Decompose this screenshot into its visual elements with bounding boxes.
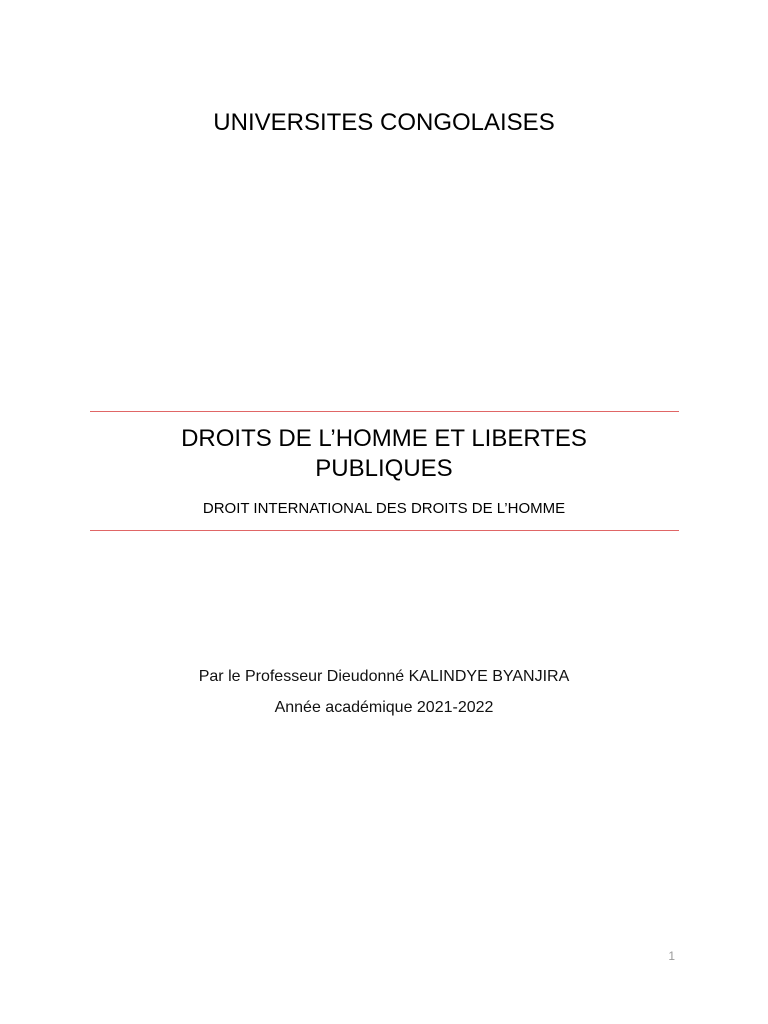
top-divider [90, 411, 679, 412]
document-subtitle: DROIT INTERNATIONAL DES DROITS DE L’HOMME [202, 500, 566, 517]
bottom-divider [90, 530, 679, 531]
document-title: DROITS DE L’HOMME ET LIBERTES PUBLIQUES [181, 425, 587, 482]
academic-year: Année académique 2021-2022 [274, 699, 494, 716]
page-number: 1 [668, 949, 675, 963]
institution-heading: UNIVERSITES CONGOLAISES [213, 109, 555, 136]
author-line: Par le Professeur Dieudonné KALINDYE BYANJIRA [198, 668, 570, 685]
